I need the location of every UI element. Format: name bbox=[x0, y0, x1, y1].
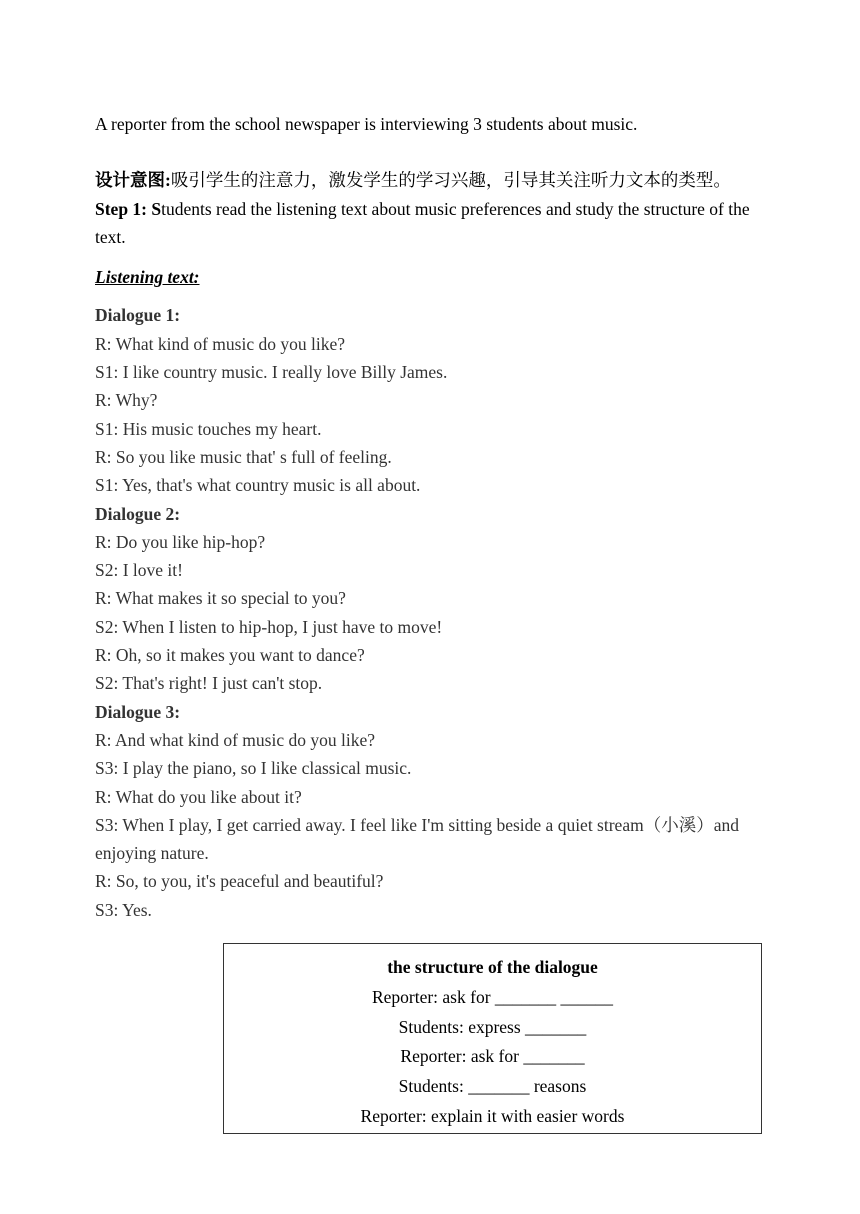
structure-line: Reporter: ask for _______ bbox=[400, 1046, 585, 1067]
dialogue-line: S2: I love it! bbox=[95, 560, 183, 581]
dialogue-line: S1: I like country music. I really love Billy James. bbox=[95, 362, 448, 383]
design-intent-paragraph bbox=[95, 166, 775, 194]
dialogue-line: R: What do you like about it? bbox=[95, 786, 302, 807]
dialogue-1 bbox=[95, 301, 775, 499]
dialogue-line: R: Why? bbox=[95, 390, 158, 411]
structure-line: Students: express _______ bbox=[398, 1016, 587, 1037]
dialogue-line: S3: Yes. bbox=[95, 899, 152, 920]
dialogue-line: R: So, to you, it's peaceful and beautiful? bbox=[95, 871, 384, 892]
dialogue-title: Dialogue 3: bbox=[95, 701, 181, 722]
dialogue-line: S3: I play the piano, so I like classical music. bbox=[95, 758, 412, 779]
dialogue-line: S3: When I play, I get carried away. I feel like I'm sitting beside a quiet stream（小溪）and enjoying nature. bbox=[95, 814, 739, 864]
dialogue-line: R: Oh, so it makes you want to dance? bbox=[95, 645, 365, 666]
dialogue-line: R: What makes it so special to you? bbox=[95, 588, 346, 609]
step-1-paragraph bbox=[95, 195, 775, 252]
structure-box-title: the structure of the dialogue bbox=[387, 957, 598, 977]
listening-text-heading: Listening text: bbox=[95, 267, 200, 288]
dialogue-line: R: So you like music that' s full of feeling. bbox=[95, 446, 392, 467]
intro-paragraph: A reporter from the school newspaper is interviewing 3 students about music. bbox=[95, 114, 638, 134]
dialogue-line: S1: His music touches my heart. bbox=[95, 418, 322, 439]
design-intent-text: 吸引学生的注意力，激发学生的学习兴趣，引导其关注听力文本的类型。 bbox=[170, 170, 731, 191]
dialogue-line: S2: When I listen to hip-hop, I just have to move! bbox=[95, 616, 443, 637]
document-body bbox=[95, 110, 775, 924]
dialogue-structure-box bbox=[223, 943, 762, 1134]
dialogue-title: Dialogue 2: bbox=[95, 503, 181, 524]
spacer bbox=[95, 138, 775, 166]
step-1-label: Step 1: S bbox=[95, 198, 162, 219]
structure-line: Students: _______ reasons bbox=[398, 1076, 587, 1097]
dialogue-line: R: And what kind of music do you like? bbox=[95, 729, 375, 750]
dialogue-3 bbox=[95, 698, 775, 924]
dialogue-line: R: What kind of music do you like? bbox=[95, 333, 345, 354]
dialogue-line: S1: Yes, that's what country music is all about. bbox=[95, 475, 421, 496]
structure-line: Reporter: explain it with easier words bbox=[360, 1105, 625, 1126]
design-intent-label: 设计意图: bbox=[95, 170, 171, 191]
structure-line: Reporter: ask for _______ ______ bbox=[371, 986, 614, 1007]
dialogue-2 bbox=[95, 500, 775, 698]
step-1-text: tudents read the listening text about music preferences and study the structure of the text. bbox=[95, 198, 750, 247]
dialogue-line: S2: That's right! I just can't stop. bbox=[95, 673, 323, 694]
dialogue-line: R: Do you like hip-hop? bbox=[95, 531, 266, 552]
dialogue-title: Dialogue 1: bbox=[95, 305, 181, 326]
